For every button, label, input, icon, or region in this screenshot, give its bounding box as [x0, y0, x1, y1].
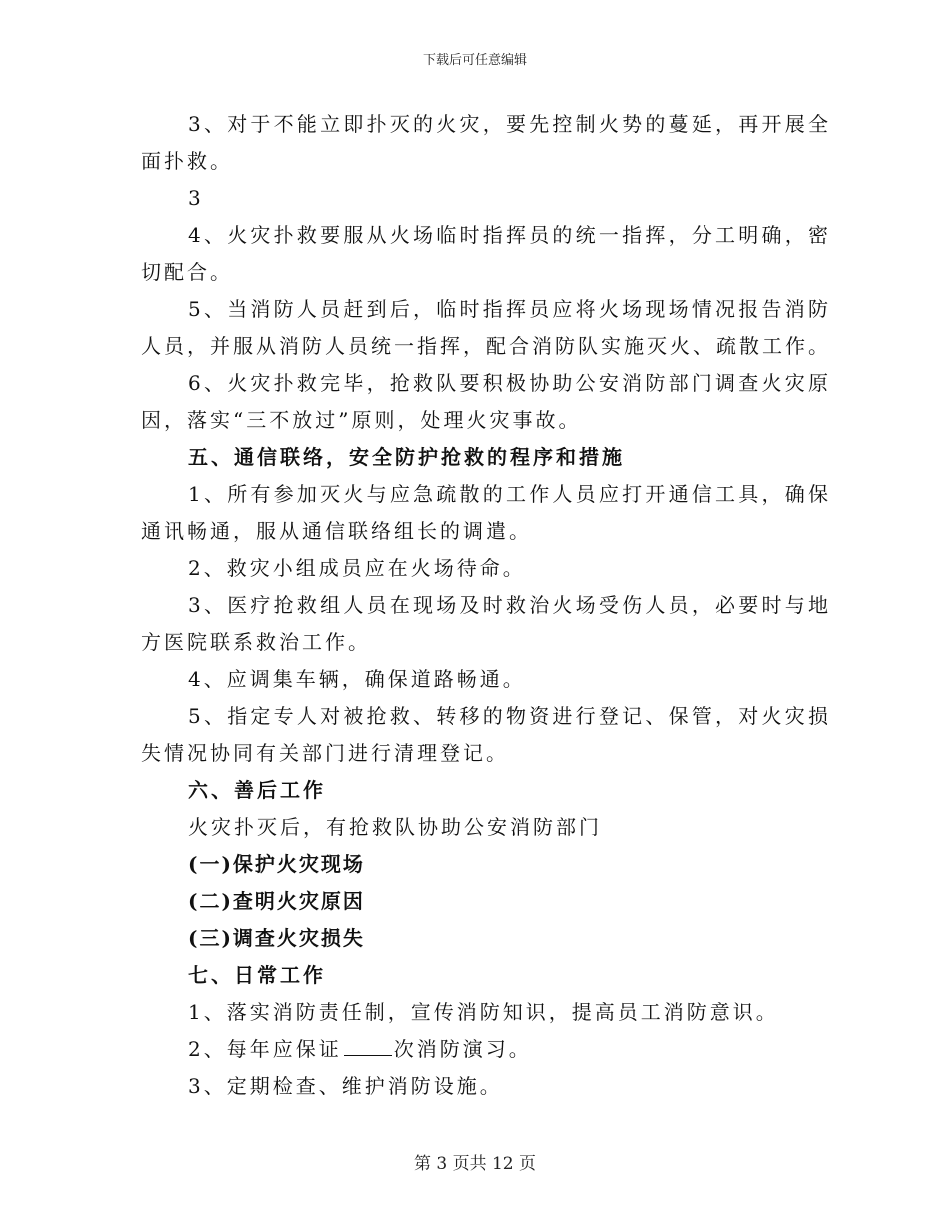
paragraph: 4、火灾扑救要服从火场临时指挥员的统一指挥，分工明确，密切配合。	[141, 223, 831, 284]
stray-number: 3	[188, 186, 201, 210]
section-heading: 七、日常工作	[188, 963, 326, 987]
paragraph: 火灾扑灭后，有抢救队协助公安消防部门	[188, 815, 602, 839]
paragraph: 5、当消防人员赶到后，临时指挥员应将火场现场情况报告消防人员，并服从消防人员统一指挥，配合消防队实施灭火、疏散工作。	[141, 297, 831, 358]
section-heading: 六、善后工作	[188, 778, 326, 802]
paragraph: 4、应调集车辆，确保道路畅通。	[188, 667, 526, 691]
paragraph-text-after-blank: 次消防演习。	[393, 1037, 532, 1061]
aftercare-item: (二)查明火灾原因	[188, 889, 365, 913]
page-number: 第 3 页共 12 页	[413, 1154, 537, 1174]
paragraph: 3、医疗抢救组人员在现场及时救治火场受伤人员，必要时与地方医院联系救治工作。	[141, 593, 831, 654]
aftercare-item: (一)保护火灾现场	[188, 852, 365, 876]
page-header-note: 下载后可任意编辑	[422, 53, 527, 68]
fill-in-blank	[344, 1037, 392, 1056]
paragraph-text-before-blank: 2、每年应保证	[188, 1037, 342, 1061]
section-heading: 五、通信联络，安全防护抢救的程序和措施	[188, 445, 625, 469]
paragraph: 1、落实消防责任制，宣传消防知识，提高员工消防意识。	[188, 1000, 779, 1024]
paragraph: 3、定期检查、维护消防设施。	[188, 1074, 503, 1098]
paragraph: 6、火灾扑救完毕，抢救队要积极协助公安消防部门调查火灾原因，落实“三不放过”原则，处理火灾事故。	[141, 371, 831, 432]
paragraph: 5、指定专人对被抢救、转移的物资进行登记、保管，对火灾损失情况协同有关部门进行清理登记。	[141, 704, 831, 765]
paragraph: 2、救灾小组成员应在火场待命。	[188, 556, 526, 580]
aftercare-item: (三)调查火灾损失	[188, 926, 365, 950]
paragraph: 1、所有参加灭火与应急疏散的工作人员应打开通信工具，确保通讯畅通，服从通信联络组长的调遣。	[141, 482, 831, 543]
paragraph-with-blank	[141, 1031, 831, 1068]
paragraph: 3、对于不能立即扑灭的火灾，要先控制火势的蔓延，再开展全面扑救。	[141, 112, 831, 173]
document-body	[141, 106, 831, 1105]
